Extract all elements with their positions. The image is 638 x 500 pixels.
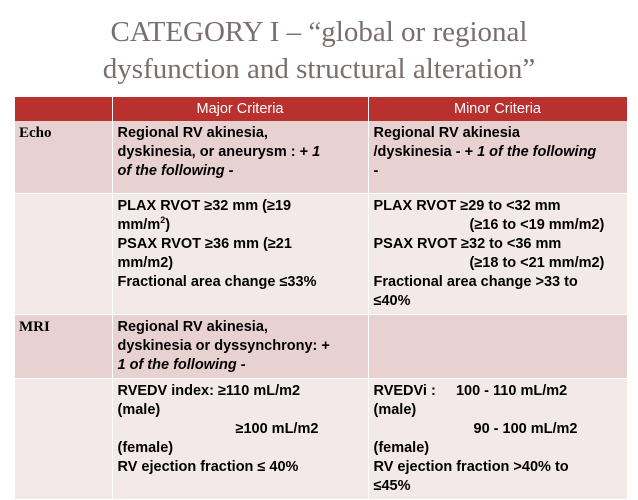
echo-major-desc-line: Regional RV akinesia, (117, 125, 268, 141)
echo-minor-value-line: ≤40% (373, 292, 411, 309)
mri-major-values (112, 378, 368, 499)
row-label-mri: MRI (15, 314, 112, 378)
slide-title-line-2: dysfunction and structural alteration” (102, 53, 536, 85)
table-row-echo (15, 121, 627, 193)
echo-major-description (112, 121, 368, 193)
echo-minor-desc-italic: 1 of the following (477, 144, 597, 160)
mri-major-value-line: (male) (117, 401, 161, 418)
mri-major-value-line: (female) (117, 439, 174, 456)
table-row-mri (15, 314, 627, 378)
mri-minor-value-line: 90 - 100 mL/m2 (473, 420, 578, 437)
table-row-echo-values (15, 193, 627, 314)
echo-major-desc-line: of the following - (117, 163, 234, 179)
echo-minor-value-line: (≥18 to <21 mm/m2) (469, 254, 605, 271)
mri-minor-value-line: RV ejection fraction >40% to (373, 458, 569, 475)
mri-major-description (112, 314, 368, 378)
table-header-row (15, 97, 627, 121)
echo-minor-value-line: (≥16 to <19 mm/m2) (469, 216, 605, 233)
echo-major-value-line (118, 216, 363, 235)
echo-major-value-line: mm/m2) (117, 254, 174, 271)
mri-minor-value-line: (female) (373, 439, 430, 456)
mri-minor-description (368, 314, 627, 378)
header-minor-criteria: Minor Criteria (368, 97, 627, 121)
echo-major-value-close: ) (165, 216, 171, 233)
slide-title (0, 14, 638, 88)
criteria-table (15, 97, 628, 500)
table-row-mri-values (15, 378, 627, 499)
row-label-empty (15, 378, 112, 499)
header-major-criteria: Major Criteria (112, 97, 368, 121)
echo-minor-value-line: PLAX RVOT ≥29 to <32 mm (373, 197, 561, 214)
mri-minor-value-line: ≤45% (373, 477, 411, 494)
echo-minor-values (368, 193, 627, 314)
echo-minor-value-line: PSAX RVOT ≥32 to <36 mm (373, 235, 562, 252)
row-label-empty (15, 193, 112, 314)
echo-minor-desc-line: - (373, 163, 379, 179)
mri-major-desc-line: 1 of the following - (117, 356, 246, 373)
mri-major-desc-line: Regional RV akinesia, (117, 318, 268, 335)
slide-title-line-1: CATEGORY I – “global or regional (110, 16, 528, 48)
echo-major-values (112, 193, 368, 314)
echo-minor-desc-text: /dyskinesia - + (373, 144, 478, 160)
mri-minor-value-line: (male) (373, 401, 417, 418)
mri-major-value-line: RV ejection fraction ≤ 40% (117, 458, 299, 475)
echo-major-value-sup: 2 (160, 214, 166, 225)
echo-major-value-line: PSAX RVOT ≥36 mm (≥21 (117, 235, 292, 252)
echo-major-desc-italic: 1 (312, 144, 321, 160)
echo-minor-desc-line: Regional RV akinesia (373, 125, 520, 141)
echo-major-desc-line (118, 143, 363, 162)
row-label-echo: Echo (15, 121, 112, 193)
echo-major-desc-text: dyskinesia, or aneurysm : + (117, 144, 313, 160)
echo-minor-value-line: Fractional area change >33 to (373, 273, 578, 290)
mri-minor-value-line: RVEDVi : 100 - 110 mL/m2 (373, 382, 568, 399)
echo-major-value-unit: mm/m (117, 216, 161, 233)
mri-minor-values (368, 378, 627, 499)
echo-minor-description (368, 121, 627, 193)
echo-minor-desc-line (374, 143, 622, 162)
header-blank (15, 97, 112, 121)
mri-major-value-line: RVEDV index: ≥110 mL/m2 (117, 382, 301, 399)
echo-major-value-line: Fractional area change ≤33% (117, 273, 317, 290)
mri-major-desc-line: dyskinesia or dyssynchrony: + (117, 337, 330, 354)
mri-major-value-line: ≥100 mL/m2 (235, 420, 319, 437)
echo-major-value-line: PLAX RVOT ≥32 mm (≥19 (117, 197, 292, 214)
